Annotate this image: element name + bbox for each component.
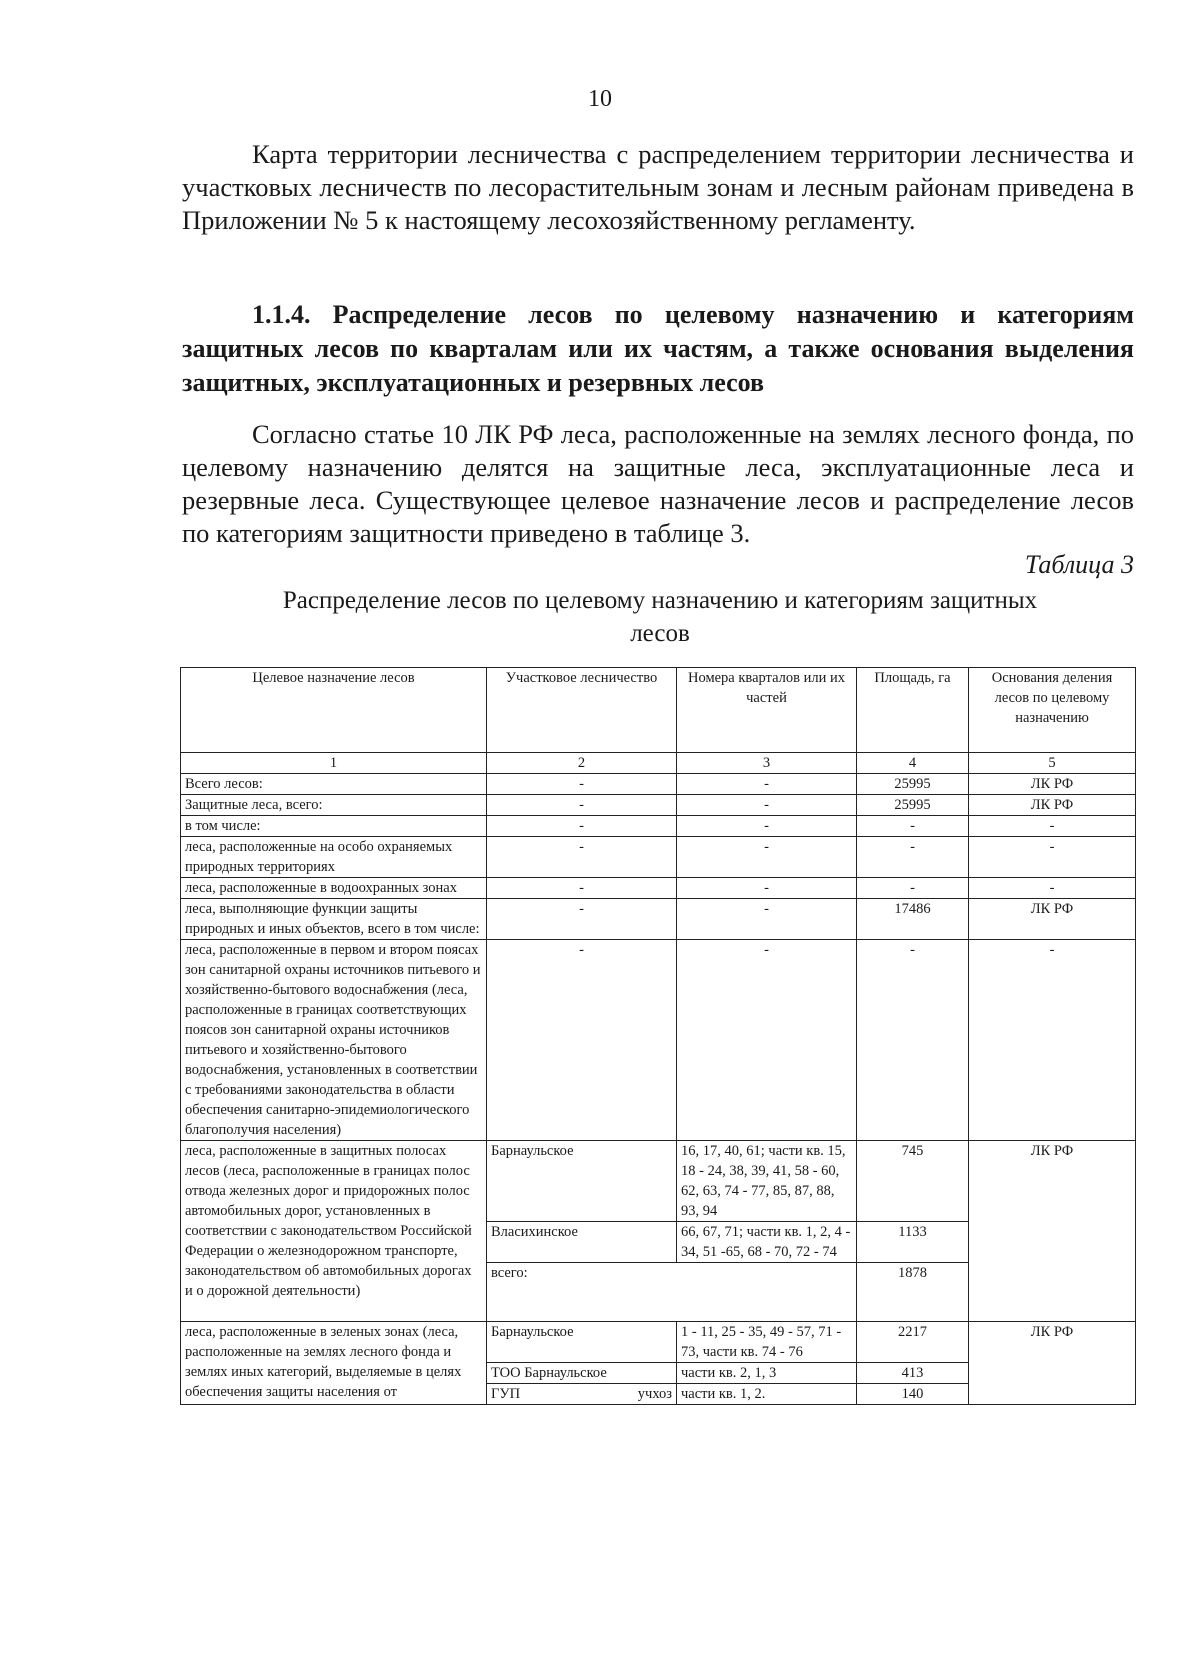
header-cell: Основания деления лесов по целевому назначению xyxy=(969,668,1136,753)
table-cell: - xyxy=(487,899,677,940)
forest-distribution-table xyxy=(180,667,1136,1405)
table-cell: леса, расположенные на особо охраняемых природных территориях xyxy=(181,837,487,878)
table-cell: леса, выполняющие функции защиты природных и иных объектов, всего в том числе: xyxy=(181,899,487,940)
table-cell: ЛК РФ xyxy=(969,1322,1136,1405)
header-cell: Целевое назначение лесов xyxy=(181,668,487,753)
header-cell: Участковое лесничество xyxy=(487,668,677,753)
table-cell: 25995 xyxy=(857,795,969,816)
table-cell xyxy=(487,1384,677,1405)
table-cell: 140 xyxy=(857,1384,969,1405)
header-cell: Номера кварталов или их частей xyxy=(677,668,857,753)
table-cell: Власихинское xyxy=(487,1222,677,1263)
column-number: 1 xyxy=(181,753,487,774)
table-cell: - xyxy=(857,837,969,878)
section-heading: 1.1.4. Распределение лесов по целевому назначению и категориям защитных лесов по кварталам или их частям, а также основания выделения защитных, эксплуатационных и резервных лесов xyxy=(182,300,1134,397)
table-cell: ЛК РФ xyxy=(969,774,1136,795)
table-cell: - xyxy=(487,837,677,878)
table-cell: 1 - 11, 25 - 35, 49 - 57, 71 - 73, части кв. 74 - 76 xyxy=(677,1322,857,1363)
table-cell: - xyxy=(487,774,677,795)
table-cell: - xyxy=(857,816,969,837)
table-row xyxy=(181,1322,1136,1363)
table-cell: ЛК РФ xyxy=(969,1141,1136,1322)
table-row xyxy=(181,878,1136,899)
intro-paragraph: Карта территории лесничества с распределением территории лесничества и участковых лесничеств по лесорастительным зонам и лесным районам приведена в Приложении № 5 к настоящему лесохозяйственному регламенту. xyxy=(182,139,1134,235)
table-title: Распределение лесов по целевому назначению и категориям защитных лесов xyxy=(282,587,1038,647)
table-cell: - xyxy=(487,878,677,899)
table-cell: - xyxy=(969,816,1136,837)
table-cell: Барнаульское xyxy=(487,1141,677,1222)
table-cell: 745 xyxy=(857,1141,969,1222)
table-cell: - xyxy=(857,878,969,899)
table-cell: 413 xyxy=(857,1363,969,1384)
table-cell: - xyxy=(677,816,857,837)
table-cell: 1878 xyxy=(857,1263,969,1322)
column-number: 5 xyxy=(969,753,1136,774)
table-row xyxy=(181,795,1136,816)
table-cell: - xyxy=(487,940,677,1141)
table-cell: - xyxy=(677,795,857,816)
table-cell: - xyxy=(677,878,857,899)
table-row xyxy=(181,899,1136,940)
table-cell: всего: xyxy=(487,1263,857,1322)
table-cell: леса, расположенные в защитных полосах лесов (леса, расположенные в границах полос отвода железных дорог и придорожных полос автомобильных дорог, установленных в соответствии с законодательством Российской Федерации о железнодорожном транспорте, законодательством об автомобильных дорогах и о дорожной деятельности) xyxy=(181,1141,487,1322)
table-cell: - xyxy=(677,774,857,795)
table-cell: в том числе: xyxy=(181,816,487,837)
table-cell: Барнаульское xyxy=(487,1322,677,1363)
table-cell: леса, расположенные в первом и втором поясах зон санитарной охраны источников питьевого и хозяйственно-бытового водоснабжения (леса, расположенные в границах соответствующих поясов зон санитарной охраны источников питьевого и хозяйственно-бытового водоснабжения, установленных в соответствии с требованиями законодательства в области обеспечения санитарно-эпидемиологического благополучия населения) xyxy=(181,940,487,1141)
table-cell: части кв. 2, 1, 3 xyxy=(677,1363,857,1384)
table-label: Таблица 3 xyxy=(1024,550,1134,579)
table-cell: - xyxy=(677,899,857,940)
page-number: 10 xyxy=(588,86,612,112)
table-cell: - xyxy=(487,795,677,816)
column-number-row xyxy=(181,753,1136,774)
table-cell: 66, 67, 71; части кв. 1, 2, 4 - 34, 51 -65, 68 - 70, 72 - 74 xyxy=(677,1222,857,1263)
table-header-row xyxy=(181,668,1136,753)
table-row xyxy=(181,816,1136,837)
column-number: 4 xyxy=(857,753,969,774)
table-cell: - xyxy=(969,940,1136,1141)
header-cell: Площадь, га xyxy=(857,668,969,753)
table-row xyxy=(181,940,1136,1141)
cell-text: ГУП xyxy=(491,1386,521,1402)
table-cell: 2217 xyxy=(857,1322,969,1363)
table-cell: Защитные леса, всего: xyxy=(181,795,487,816)
table-cell: части кв. 1, 2. xyxy=(677,1384,857,1405)
body-paragraph: Согласно статье 10 ЛК РФ леса, расположенные на землях лесного фонда, по целевому назначению делятся на защитные леса, эксплуатационные леса и резервные леса. Существующее целевое назначение лесов и распределение лесов по категориям защитности приведено в таблице 3. xyxy=(182,419,1134,548)
table-cell: - xyxy=(677,837,857,878)
table-cell: ЛК РФ xyxy=(969,899,1136,940)
column-number: 3 xyxy=(677,753,857,774)
cell-text: учхоз xyxy=(637,1386,672,1402)
table-cell: 25995 xyxy=(857,774,969,795)
table-cell: ЛК РФ xyxy=(969,795,1136,816)
table-cell: - xyxy=(857,940,969,1141)
table-row xyxy=(181,837,1136,878)
table-cell: 17486 xyxy=(857,899,969,940)
column-number: 2 xyxy=(487,753,677,774)
table-cell: Всего лесов: xyxy=(181,774,487,795)
table-cell: - xyxy=(969,878,1136,899)
table-cell: леса, расположенные в зеленых зонах (леса, расположенные на землях лесного фонда и землях иных категорий, выделяемые в целях обеспечения защиты населения от xyxy=(181,1322,487,1405)
table-cell: 1133 xyxy=(857,1222,969,1263)
table-cell: - xyxy=(969,837,1136,878)
table-cell: ТОО Барнаульское xyxy=(487,1363,677,1384)
table-row xyxy=(181,1141,1136,1222)
table-row xyxy=(181,774,1136,795)
table-cell: - xyxy=(487,816,677,837)
table-cell: 16, 17, 40, 61; части кв. 15, 18 - 24, 38, 39, 41, 58 - 60, 62, 63, 74 - 77, 85, 87, 88, 93, 94 xyxy=(677,1141,857,1222)
table-cell: леса, расположенные в водоохранных зонах xyxy=(181,878,487,899)
table-cell: - xyxy=(677,940,857,1141)
